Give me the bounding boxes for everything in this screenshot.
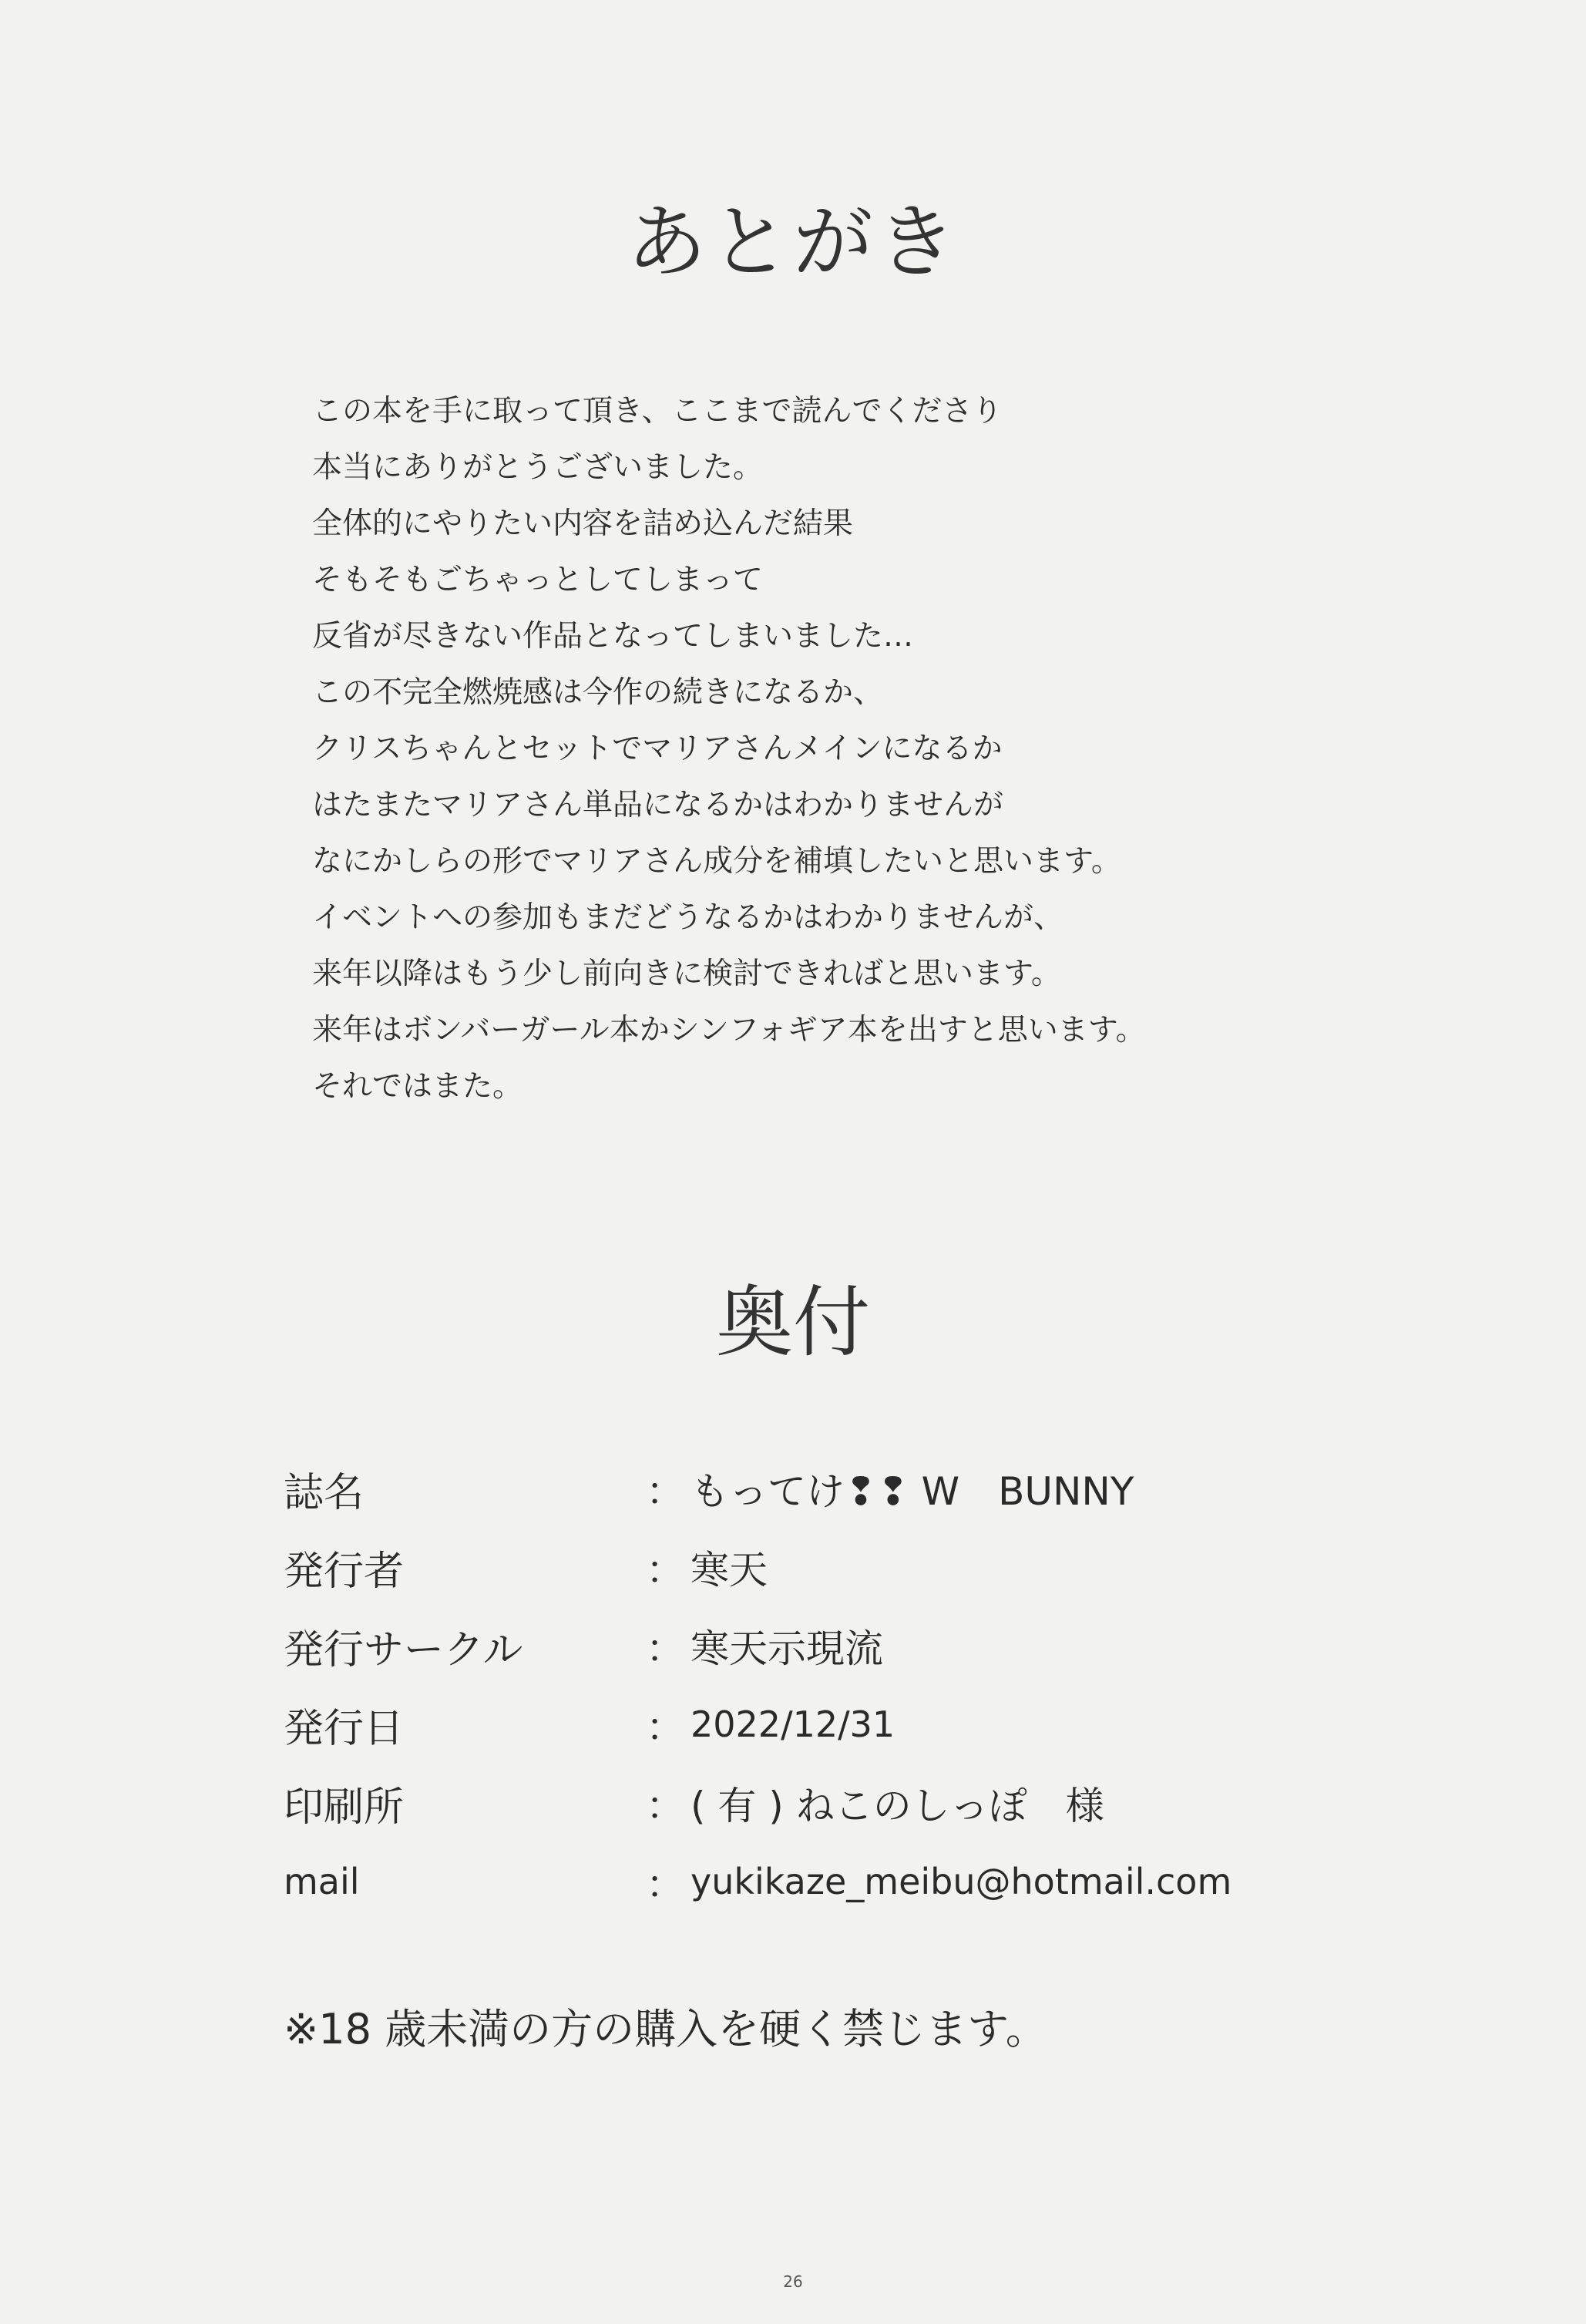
colophon-label: 発行者 — [284, 1548, 405, 1595]
afterword-line: イベントへの参加もまだどうなるかはわかりませんが、 — [312, 900, 1064, 935]
colophon-value: 寒天示現流 — [691, 1626, 883, 1671]
colophon-separator: ： — [646, 1784, 684, 1828]
colophon-label: 印刷所 — [284, 1784, 405, 1831]
colophon-label: 発行日 — [284, 1705, 405, 1752]
colophon-separator: ： — [646, 1862, 684, 1907]
colophon-separator: ： — [646, 1469, 684, 1514]
colophon-row-mail — [284, 1842, 1363, 1921]
afterword-line: 反省が尽きない作品となってしまいました… — [312, 619, 914, 654]
afterword-line: はたまたマリアさん単品になるかはわかりませんが — [312, 788, 1004, 822]
colophon-label: 誌名 — [284, 1469, 365, 1516]
afterword-line: この本を手に取って頂き、ここまで読んでくださり — [312, 394, 1003, 429]
afterword-line: 本当にありがとうございました。 — [312, 450, 764, 485]
afterword-body — [312, 383, 1314, 1115]
colophon-label: mail — [284, 1861, 360, 1902]
colophon-separator: ： — [646, 1705, 684, 1750]
colophon-label: 発行サークル — [284, 1626, 523, 1673]
colophon-row-printer — [284, 1764, 1363, 1842]
colophon-value: ( 有 ) ねこのしっぽ 様 — [691, 1784, 1104, 1828]
afterword-line: クリスちゃんとセットでマリアさんメインになるか — [312, 732, 1003, 766]
afterword-line: そもそもごちゃっとしてしまって — [312, 563, 764, 597]
afterword-line: 全体的にやりたい内容を詰め込んだ結果 — [312, 506, 854, 541]
colophon-row-date — [284, 1685, 1363, 1764]
afterword-line: 来年以降はもう少し前向きに検討できればと思います。 — [312, 957, 1061, 991]
afterword-line: 来年はボンバーガール本かシンフォギア本を出すと思います。 — [312, 1013, 1146, 1048]
page-number: 26 — [783, 2272, 803, 2291]
colophon-separator: ： — [646, 1548, 684, 1592]
colophon-separator: ： — [646, 1626, 684, 1671]
mail-address: yukikaze_meibu@hotmail.com — [691, 1861, 1232, 1902]
colophon-table — [284, 1449, 1363, 1921]
colophon-row-publisher — [284, 1528, 1363, 1606]
colophon-value: 2022/12/31 — [691, 1703, 895, 1745]
colophon-value: 寒天 — [691, 1548, 768, 1592]
age-restriction-notice: ※18 歳未満の方の購入を硬く禁じます。 — [284, 2005, 1047, 2053]
colophon-row-title — [284, 1449, 1363, 1528]
afterword-line: なにかしらの形でマリアさん成分を補填したいと思います。 — [312, 844, 1121, 879]
colophon-title: 奥付 — [716, 1277, 870, 1367]
colophon-value: もってけ❢❢ W BUNNY — [691, 1469, 1134, 1514]
afterword-line: この不完全燃焼感は今作の続きになるか、 — [312, 675, 884, 710]
colophon-row-circle — [284, 1606, 1363, 1685]
afterword-title: あとがき — [626, 195, 959, 289]
afterword-line: それではまた。 — [312, 1069, 523, 1104]
